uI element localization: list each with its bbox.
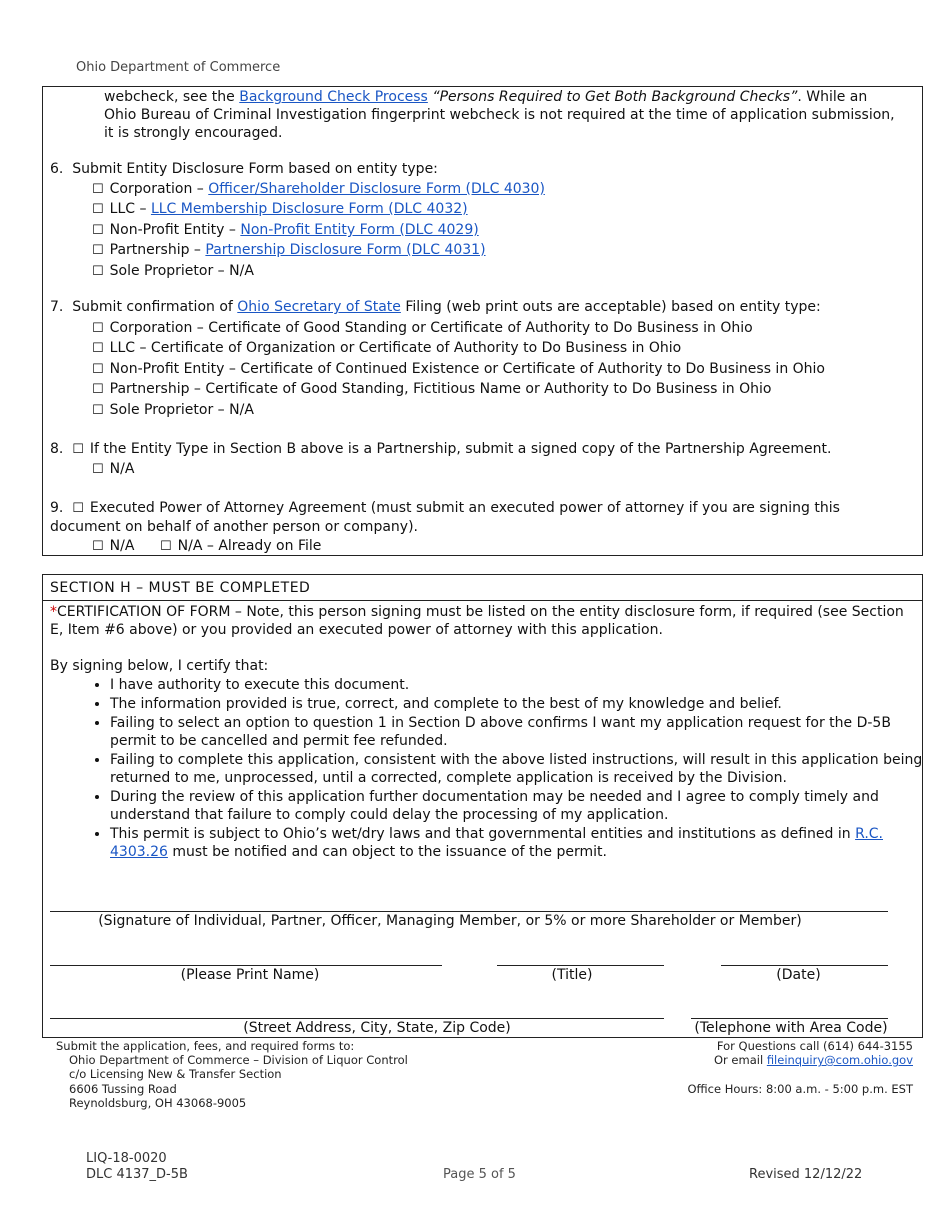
- signature-caption: (Signature of Individual, Partner, Officer, Managing Member, or 5% or more Shareholder or Member): [98, 913, 802, 929]
- item-7: 7. Submit confirmation of Ohio Secretary of State Filing (web print outs are acceptable) based on entity type:: [50, 299, 821, 315]
- page-number: Page 5 of 5: [443, 1167, 516, 1182]
- date-caption: (Date): [776, 967, 821, 983]
- nonprofit-form-link[interactable]: Non-Profit Entity Form (DLC 4029): [240, 222, 479, 238]
- checkbox[interactable]: ☐: [92, 182, 104, 197]
- list-item: • Failing to complete this application, consistent with the above listed instructions, will result in this application being returned to me, unprocessed, until a corrected, complete application is received by the Division.: [110, 751, 930, 787]
- office-hours: Office Hours: 8:00 a.m. - 5:00 p.m. EST: [687, 1082, 913, 1096]
- revised-date: Revised 12/12/22: [749, 1167, 863, 1182]
- checkbox[interactable]: ☐: [92, 264, 104, 279]
- rc-4303-26-link[interactable]: R.C. 4303.26: [110, 826, 883, 860]
- list-item: • Failing to select an option to question 1 in Section D above confirms I want my application request for the D-5B permit to be cancelled and permit fee refunded.: [110, 714, 930, 750]
- item6-option-partnership: ☐ Partnership – Partnership Disclosure Form (DLC 4031): [92, 242, 486, 258]
- checkbox[interactable]: ☐: [72, 442, 84, 457]
- list-item: • I have authority to execute this document.: [110, 676, 930, 694]
- item6-option-corporation: ☐ Corporation – Officer/Shareholder Disclosure Form (DLC 4030): [92, 181, 545, 197]
- item7-option-partnership: ☐ Partnership – Certificate of Good Standing, Fictitious Name or Authority to Do Business in Ohio: [92, 381, 772, 397]
- date-line[interactable]: [721, 965, 888, 966]
- phone-line[interactable]: [691, 1018, 888, 1019]
- list-item: • This permit is subject to Ohio’s wet/dry laws and that governmental entities and institutions as defined in R.C. 4303.26 must be notified and can object to the issuance of the permit.: [110, 825, 930, 861]
- required-asterisk: *: [50, 604, 57, 620]
- item9-na: ☐ N/A: [92, 538, 135, 554]
- checkbox[interactable]: ☐: [160, 539, 172, 554]
- checkbox[interactable]: ☐: [92, 321, 104, 336]
- item6-option-sole: ☐ Sole Proprietor – N/A: [92, 263, 254, 279]
- item7-option-llc: ☐ LLC – Certificate of Organization or Certificate of Authority to Do Business in Ohio: [92, 340, 682, 356]
- item7-option-nonprofit: ☐ Non-Profit Entity – Certificate of Continued Existence or Certificate of Authority to Do Business in Ohio: [92, 361, 825, 377]
- background-check-link[interactable]: Background Check Process: [239, 89, 428, 105]
- checkbox[interactable]: ☐: [92, 362, 104, 377]
- print-name-line[interactable]: [50, 965, 442, 966]
- item-9: 9. ☐ Executed Power of Attorney Agreement (must submit an executed power of attorney if you are signing this document on behalf of another person or company).: [50, 500, 840, 535]
- address-caption: (Street Address, City, State, Zip Code): [243, 1020, 511, 1036]
- signature-line[interactable]: [50, 911, 888, 912]
- list-item: • The information provided is true, correct, and complete to the best of my knowledge and belief.: [110, 695, 930, 713]
- item-8: 8. ☐ If the Entity Type in Section B above is a Partnership, submit a signed copy of the Partnership Agreement.: [50, 441, 832, 457]
- item8-na: ☐ N/A: [92, 461, 135, 477]
- title-line[interactable]: [497, 965, 664, 966]
- questions-phone: For Questions call (614) 644-3155: [716, 1039, 913, 1053]
- officer-disclosure-link[interactable]: Officer/Shareholder Disclosure Form (DLC 4030): [208, 181, 545, 197]
- print-name-caption: (Please Print Name): [180, 967, 320, 983]
- form-id: LIQ-18-0020: [86, 1151, 167, 1166]
- quote-text: “Persons Required to Get Both Background Checks”: [432, 89, 798, 105]
- address-line-2: c/o Licensing New & Transfer Section: [69, 1067, 282, 1081]
- partnership-disclosure-link[interactable]: Partnership Disclosure Form (DLC 4031): [205, 242, 486, 258]
- department-header: Ohio Department of Commerce: [76, 60, 281, 75]
- certify-intro: By signing below, I certify that:: [50, 658, 269, 674]
- list-item: • During the review of this application further documentation may be needed and I agree to comply timely and understand that failure to comply could delay the processing of my application.: [110, 788, 930, 824]
- checkbox[interactable]: ☐: [92, 462, 104, 477]
- item-6-text: Submit Entity Disclosure Form based on entity type:: [72, 161, 438, 177]
- llc-disclosure-link[interactable]: LLC Membership Disclosure Form (DLC 4032): [150, 201, 468, 217]
- checkbox[interactable]: ☐: [92, 382, 104, 397]
- item6-option-llc: ☐ LLC – LLC Membership Disclosure Form (DLC 4032): [92, 201, 468, 217]
- form-code: DLC 4137_D-5B: [86, 1167, 188, 1182]
- item6-option-nonprofit: ☐ Non-Profit Entity – Non-Profit Entity Form (DLC 4029): [92, 222, 479, 238]
- checkbox[interactable]: ☐: [92, 202, 104, 217]
- divider: [43, 600, 922, 601]
- checkbox[interactable]: ☐: [92, 223, 104, 238]
- address-line-1: Ohio Department of Commerce – Division of Liquor Control: [69, 1053, 408, 1067]
- email-link[interactable]: fileinquiry@com.ohio.gov: [766, 1053, 913, 1067]
- email-line: Or email fileinquiry@com.ohio.gov: [714, 1053, 913, 1067]
- item-6: 6. Submit Entity Disclosure Form based on entity type:: [50, 161, 438, 177]
- title-caption: (Title): [551, 967, 593, 983]
- address-line-4: Reynoldsburg, OH 43068-9005: [69, 1096, 247, 1110]
- checkbox[interactable]: ☐: [92, 341, 104, 356]
- item7-option-corporation: ☐ Corporation – Certificate of Good Standing or Certificate of Authority to Do Business in Ohio: [92, 320, 753, 336]
- certification-text: *CERTIFICATION OF FORM – Note, this person signing must be listed on the entity disclosure form, if required (see Section E, Item #6 above) or you provided an executed power of attorney with this application.: [50, 604, 904, 638]
- phone-caption: (Telephone with Area Code): [694, 1020, 888, 1036]
- section-h-title: SECTION H – MUST BE COMPLETED: [50, 580, 311, 596]
- checkbox[interactable]: ☐: [72, 501, 84, 516]
- item9-na-on-file: ☐ N/A – Already on File: [160, 538, 322, 554]
- background-check-paragraph: webcheck, see the Background Check Process “Persons Required to Get Both Background Checks”. While an Ohio Bureau of Criminal Investigation fingerprint webcheck is not required at the time of application submission, it is strongly encouraged.: [104, 89, 895, 141]
- submit-instructions: Submit the application, fees, and required forms to:: [56, 1039, 355, 1053]
- certification-list: [76, 676, 930, 862]
- secretary-of-state-link[interactable]: Ohio Secretary of State: [237, 299, 401, 315]
- checkbox[interactable]: ☐: [92, 243, 104, 258]
- checkbox[interactable]: ☐: [92, 403, 104, 418]
- checkbox[interactable]: ☐: [92, 539, 104, 554]
- address-line-3: 6606 Tussing Road: [69, 1082, 177, 1096]
- address-line[interactable]: [50, 1018, 664, 1019]
- item7-option-sole: ☐ Sole Proprietor – N/A: [92, 402, 254, 418]
